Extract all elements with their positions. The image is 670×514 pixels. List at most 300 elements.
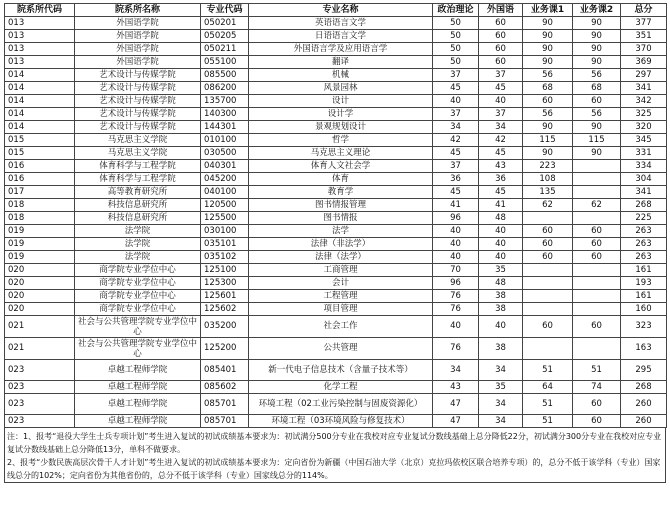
- cell-dept-name: 法学院: [75, 225, 201, 238]
- table-row: [5, 69, 667, 82]
- cell-major-name: 设计: [249, 95, 433, 108]
- cell-dept-name: 艺术设计与传媒学院: [75, 95, 201, 108]
- cell-politics: 45: [433, 186, 479, 199]
- cell-dept-code: 019: [5, 225, 75, 238]
- cell-major-name: 翻译: [249, 56, 433, 69]
- cell-foreign-language: 60: [479, 56, 523, 69]
- cell-subject-2: 60: [573, 415, 621, 428]
- cell-foreign-language: 40: [479, 316, 523, 338]
- cell-major-code: 085602: [201, 381, 249, 394]
- cell-major-name: 图书情报: [249, 212, 433, 225]
- cell-major-name: 教育学: [249, 186, 433, 199]
- cell-dept-code: 016: [5, 160, 75, 173]
- cell-subject-2: 90: [573, 147, 621, 160]
- table-row: [5, 17, 667, 30]
- cell-dept-code: 021: [5, 338, 75, 360]
- cell-major-code: 040301: [201, 160, 249, 173]
- cell-subject-1: [523, 338, 573, 360]
- cell-major-code: 050205: [201, 30, 249, 43]
- cell-foreign-language: 36: [479, 173, 523, 186]
- cell-politics: 50: [433, 56, 479, 69]
- cell-major-code: 035101: [201, 238, 249, 251]
- cell-dept-code: 014: [5, 95, 75, 108]
- cell-total: 295: [621, 360, 667, 381]
- table-row: [5, 251, 667, 264]
- cell-dept-code: 016: [5, 173, 75, 186]
- cell-subject-2: 90: [573, 56, 621, 69]
- cell-total: 268: [621, 199, 667, 212]
- cell-subject-1: 60: [523, 238, 573, 251]
- score-table: [4, 3, 667, 428]
- cell-subject-1: 90: [523, 43, 573, 56]
- cell-dept-name: 法学院: [75, 251, 201, 264]
- cell-major-name: 社会工作: [249, 316, 433, 338]
- cell-total: 263: [621, 238, 667, 251]
- cell-major-code: 040100: [201, 186, 249, 199]
- cell-major-name: 法律（非法学）: [249, 238, 433, 251]
- cell-dept-name: 卓越工程师学院: [75, 381, 201, 394]
- cell-subject-2: 74: [573, 381, 621, 394]
- cell-subject-1: [523, 212, 573, 225]
- cell-total: 263: [621, 225, 667, 238]
- cell-subject-1: 60: [523, 251, 573, 264]
- cell-subject-1: 60: [523, 95, 573, 108]
- table-body: [5, 17, 667, 428]
- cell-major-name: 图书情报管理: [249, 199, 433, 212]
- cell-subject-2: [573, 186, 621, 199]
- cell-total: 325: [621, 108, 667, 121]
- cell-major-name: 日语语言文学: [249, 30, 433, 43]
- cell-dept-code: 013: [5, 30, 75, 43]
- cell-major-name: 会计: [249, 277, 433, 290]
- cell-subject-1: [523, 264, 573, 277]
- cell-politics: 40: [433, 316, 479, 338]
- cell-major-name: 公共管理: [249, 338, 433, 360]
- cell-total: 297: [621, 69, 667, 82]
- cell-major-name: 法律（法学）: [249, 251, 433, 264]
- header-row: [5, 4, 667, 17]
- cell-subject-1: 90: [523, 121, 573, 134]
- cell-dept-name: 外国语学院: [75, 30, 201, 43]
- cell-foreign-language: 35: [479, 264, 523, 277]
- cell-dept-code: 018: [5, 212, 75, 225]
- cell-dept-code: 021: [5, 316, 75, 338]
- cell-dept-name: 外国语学院: [75, 56, 201, 69]
- cell-dept-name: 体育科学与工程学院: [75, 160, 201, 173]
- cell-subject-2: 60: [573, 251, 621, 264]
- cell-politics: 36: [433, 173, 479, 186]
- cell-major-code: 135700: [201, 95, 249, 108]
- cell-subject-2: [573, 160, 621, 173]
- cell-foreign-language: 60: [479, 17, 523, 30]
- cell-total: 163: [621, 338, 667, 360]
- cell-dept-code: 020: [5, 290, 75, 303]
- cell-subject-1: [523, 290, 573, 303]
- cell-dept-name: 马克思主义学院: [75, 147, 201, 160]
- header-total: 总分: [621, 4, 667, 17]
- cell-major-code: 030500: [201, 147, 249, 160]
- cell-subject-1: 51: [523, 415, 573, 428]
- cell-subject-2: 60: [573, 394, 621, 415]
- cell-foreign-language: 34: [479, 415, 523, 428]
- cell-dept-code: 017: [5, 186, 75, 199]
- cell-subject-2: [573, 338, 621, 360]
- cell-major-name: 环境工程（02工业污染控制与固废资源化）: [249, 394, 433, 415]
- cell-major-code: 125602: [201, 303, 249, 316]
- cell-politics: 40: [433, 95, 479, 108]
- cell-total: 345: [621, 134, 667, 147]
- cell-politics: 34: [433, 360, 479, 381]
- cell-dept-name: 社会与公共管理学院专业学位中心: [75, 338, 201, 360]
- cell-total: 161: [621, 264, 667, 277]
- cell-foreign-language: 34: [479, 121, 523, 134]
- table-row: [5, 147, 667, 160]
- table-row: [5, 134, 667, 147]
- cell-major-name: 英语语言文学: [249, 17, 433, 30]
- cell-total: 369: [621, 56, 667, 69]
- cell-dept-name: 艺术设计与传媒学院: [75, 69, 201, 82]
- cell-dept-code: 014: [5, 82, 75, 95]
- table-row: [5, 225, 667, 238]
- table-row: [5, 212, 667, 225]
- cell-subject-2: 90: [573, 121, 621, 134]
- cell-subject-1: 90: [523, 17, 573, 30]
- table-row: [5, 186, 667, 199]
- table-row: [5, 316, 667, 338]
- cell-total: 370: [621, 43, 667, 56]
- table-row: [5, 121, 667, 134]
- cell-subject-2: 56: [573, 69, 621, 82]
- cell-major-code: 086200: [201, 82, 249, 95]
- cell-politics: 37: [433, 69, 479, 82]
- cell-foreign-language: 45: [479, 147, 523, 160]
- table-row: [5, 360, 667, 381]
- cell-foreign-language: 38: [479, 338, 523, 360]
- cell-subject-2: 90: [573, 17, 621, 30]
- notes: [4, 428, 666, 483]
- cell-total: 320: [621, 121, 667, 134]
- cell-foreign-language: 38: [479, 290, 523, 303]
- cell-dept-name: 商学院专业学位中心: [75, 264, 201, 277]
- cell-dept-code: 013: [5, 17, 75, 30]
- cell-politics: 37: [433, 160, 479, 173]
- table-row: [5, 173, 667, 186]
- cell-subject-2: 56: [573, 108, 621, 121]
- cell-total: 260: [621, 415, 667, 428]
- note-2: 2、报考“少数民族高层次骨干人才计划”考生进入复试的初试成绩基本要求为：定向省份为新疆（中国石油大学（北京）克拉玛依校区联合培养专项）的，总分不低于该学科（专业）国家线总分的102%；定向省份为其他省份的，总分不低于该学科（专业）国家线总分的114%。: [7, 458, 661, 480]
- cell-subject-2: 90: [573, 30, 621, 43]
- cell-dept-name: 高等教育研究所: [75, 186, 201, 199]
- cell-major-code: 050201: [201, 17, 249, 30]
- cell-dept-name: 艺术设计与传媒学院: [75, 108, 201, 121]
- cell-major-name: 工商管理: [249, 264, 433, 277]
- cell-major-name: 体育: [249, 173, 433, 186]
- cell-politics: 47: [433, 415, 479, 428]
- cell-subject-1: 90: [523, 30, 573, 43]
- table-row: [5, 415, 667, 428]
- table-row: [5, 338, 667, 360]
- cell-major-code: 085401: [201, 360, 249, 381]
- cell-foreign-language: 34: [479, 360, 523, 381]
- table-row: [5, 56, 667, 69]
- cell-total: 160: [621, 303, 667, 316]
- header-dept-name: 院系所名称: [75, 4, 201, 17]
- header-subject-2: 业务课2: [573, 4, 621, 17]
- cell-subject-1: 90: [523, 147, 573, 160]
- cell-major-code: 125100: [201, 264, 249, 277]
- cell-foreign-language: 60: [479, 30, 523, 43]
- cell-politics: 76: [433, 303, 479, 316]
- cell-dept-code: 015: [5, 147, 75, 160]
- cell-politics: 43: [433, 381, 479, 394]
- cell-politics: 47: [433, 394, 479, 415]
- cell-dept-name: 外国语学院: [75, 17, 201, 30]
- cell-dept-name: 商学院专业学位中心: [75, 277, 201, 290]
- table-row: [5, 82, 667, 95]
- cell-subject-1: 60: [523, 316, 573, 338]
- table-row: [5, 30, 667, 43]
- cell-foreign-language: 42: [479, 134, 523, 147]
- cell-subject-1: 135: [523, 186, 573, 199]
- cell-major-code: 120500: [201, 199, 249, 212]
- cell-dept-name: 卓越工程师学院: [75, 394, 201, 415]
- cell-foreign-language: 48: [479, 277, 523, 290]
- header-major-code: 专业代码: [201, 4, 249, 17]
- table-row: [5, 290, 667, 303]
- cell-subject-1: 60: [523, 225, 573, 238]
- cell-major-code: 125200: [201, 338, 249, 360]
- cell-dept-name: 法学院: [75, 238, 201, 251]
- cell-total: 225: [621, 212, 667, 225]
- cell-subject-2: 68: [573, 82, 621, 95]
- header-foreign-language: 外国语: [479, 4, 523, 17]
- cell-subject-2: [573, 290, 621, 303]
- cell-foreign-language: 37: [479, 69, 523, 82]
- cell-subject-1: 51: [523, 360, 573, 381]
- cell-politics: 50: [433, 17, 479, 30]
- cell-major-name: 风景园林: [249, 82, 433, 95]
- cell-total: 334: [621, 160, 667, 173]
- cell-total: 161: [621, 290, 667, 303]
- cell-subject-2: [573, 212, 621, 225]
- cell-politics: 45: [433, 82, 479, 95]
- cell-total: 377: [621, 17, 667, 30]
- cell-major-name: 马克思主义理论: [249, 147, 433, 160]
- cell-foreign-language: 38: [479, 303, 523, 316]
- cell-major-name: 新一代电子信息技术（含量子技术等）: [249, 360, 433, 381]
- cell-politics: 41: [433, 199, 479, 212]
- cell-major-code: 045200: [201, 173, 249, 186]
- table-row: [5, 394, 667, 415]
- cell-foreign-language: 48: [479, 212, 523, 225]
- cell-total: 342: [621, 95, 667, 108]
- cell-major-name: 项目管理: [249, 303, 433, 316]
- cell-total: 263: [621, 251, 667, 264]
- cell-politics: 40: [433, 251, 479, 264]
- cell-subject-2: [573, 303, 621, 316]
- cell-politics: 50: [433, 30, 479, 43]
- table-row: [5, 381, 667, 394]
- cell-subject-2: 60: [573, 238, 621, 251]
- cell-dept-code: 014: [5, 108, 75, 121]
- cell-major-name: 哲学: [249, 134, 433, 147]
- cell-major-code: 125601: [201, 290, 249, 303]
- cell-dept-name: 卓越工程师学院: [75, 360, 201, 381]
- cell-politics: 50: [433, 43, 479, 56]
- cell-dept-code: 014: [5, 121, 75, 134]
- cell-foreign-language: 43: [479, 160, 523, 173]
- table-row: [5, 277, 667, 290]
- cell-subject-2: [573, 173, 621, 186]
- cell-foreign-language: 60: [479, 43, 523, 56]
- cell-subject-1: 108: [523, 173, 573, 186]
- cell-subject-2: 51: [573, 360, 621, 381]
- cell-dept-code: 014: [5, 69, 75, 82]
- cell-dept-name: 科技信息研究所: [75, 212, 201, 225]
- cell-major-code: 085500: [201, 69, 249, 82]
- cell-foreign-language: 40: [479, 251, 523, 264]
- cell-major-code: 085701: [201, 394, 249, 415]
- cell-major-name: 工程管理: [249, 290, 433, 303]
- cell-foreign-language: 40: [479, 238, 523, 251]
- cell-subject-2: [573, 264, 621, 277]
- cell-dept-code: 019: [5, 238, 75, 251]
- cell-subject-2: 60: [573, 95, 621, 108]
- cell-dept-name: 外国语学院: [75, 43, 201, 56]
- cell-subject-1: 223: [523, 160, 573, 173]
- cell-major-code: 055100: [201, 56, 249, 69]
- cell-dept-code: 020: [5, 264, 75, 277]
- cell-total: 351: [621, 30, 667, 43]
- cell-politics: 42: [433, 134, 479, 147]
- table-row: [5, 199, 667, 212]
- cell-dept-name: 社会与公共管理学院专业学位中心: [75, 316, 201, 338]
- header-major-name: 专业名称: [249, 4, 433, 17]
- cell-major-name: 设计学: [249, 108, 433, 121]
- cell-dept-code: 019: [5, 251, 75, 264]
- cell-foreign-language: 35: [479, 381, 523, 394]
- cell-major-name: 外国语言学及应用语言学: [249, 43, 433, 56]
- cell-subject-1: 68: [523, 82, 573, 95]
- cell-foreign-language: 45: [479, 186, 523, 199]
- cell-dept-name: 商学院专业学位中心: [75, 290, 201, 303]
- cell-major-code: 144301: [201, 121, 249, 134]
- cell-dept-code: 020: [5, 303, 75, 316]
- cell-politics: 70: [433, 264, 479, 277]
- cell-dept-code: 023: [5, 360, 75, 381]
- header-politics: 政治理论: [433, 4, 479, 17]
- cell-major-name: 体育人文社会学: [249, 160, 433, 173]
- cell-dept-code: 023: [5, 394, 75, 415]
- cell-major-code: 035200: [201, 316, 249, 338]
- table-row: [5, 264, 667, 277]
- cell-politics: 96: [433, 277, 479, 290]
- cell-dept-name: 科技信息研究所: [75, 199, 201, 212]
- cell-total: 341: [621, 82, 667, 95]
- cell-dept-code: 020: [5, 277, 75, 290]
- cell-subject-2: 62: [573, 199, 621, 212]
- cell-foreign-language: 34: [479, 394, 523, 415]
- cell-total: 341: [621, 186, 667, 199]
- cell-foreign-language: 41: [479, 199, 523, 212]
- cell-subject-1: [523, 277, 573, 290]
- cell-total: 323: [621, 316, 667, 338]
- cell-dept-code: 013: [5, 43, 75, 56]
- cell-major-code: 035102: [201, 251, 249, 264]
- note-1: 注：1、报考“退役大学生士兵专项计划”考生进入复试的初试成绩基本要求为：初试满分500分专业在我校对应专业复试分数线基础上总分降低22分，初试满分300分专业在我校对应专业复试分数线基础上总分降低13分，单科不做要求。: [7, 432, 662, 454]
- cell-major-name: 景观规划设计: [249, 121, 433, 134]
- cell-dept-name: 商学院专业学位中心: [75, 303, 201, 316]
- score-sheet: [4, 3, 666, 483]
- cell-subject-2: 90: [573, 43, 621, 56]
- table-row: [5, 160, 667, 173]
- cell-total: 193: [621, 277, 667, 290]
- cell-dept-name: 马克思主义学院: [75, 134, 201, 147]
- cell-total: 304: [621, 173, 667, 186]
- cell-foreign-language: 40: [479, 95, 523, 108]
- cell-major-code: 050211: [201, 43, 249, 56]
- cell-subject-1: 64: [523, 381, 573, 394]
- cell-dept-name: 艺术设计与传媒学院: [75, 82, 201, 95]
- table-row: [5, 108, 667, 121]
- cell-dept-name: 卓越工程师学院: [75, 415, 201, 428]
- cell-subject-1: 62: [523, 199, 573, 212]
- cell-dept-name: 体育科学与工程学院: [75, 173, 201, 186]
- cell-major-code: 125300: [201, 277, 249, 290]
- header-subject-1: 业务课1: [523, 4, 573, 17]
- cell-subject-1: 51: [523, 394, 573, 415]
- cell-subject-1: 56: [523, 69, 573, 82]
- cell-major-code: 085701: [201, 415, 249, 428]
- cell-major-name: 环境工程（03环境风险与修复技术）: [249, 415, 433, 428]
- cell-subject-2: 115: [573, 134, 621, 147]
- cell-subject-1: [523, 303, 573, 316]
- cell-politics: 34: [433, 121, 479, 134]
- table-row: [5, 95, 667, 108]
- cell-subject-1: 115: [523, 134, 573, 147]
- cell-politics: 37: [433, 108, 479, 121]
- cell-total: 260: [621, 394, 667, 415]
- table-row: [5, 43, 667, 56]
- cell-politics: 40: [433, 225, 479, 238]
- cell-major-code: 140300: [201, 108, 249, 121]
- cell-politics: 76: [433, 338, 479, 360]
- cell-major-name: 法学: [249, 225, 433, 238]
- header-dept-code: 院系所代码: [5, 4, 75, 17]
- cell-politics: 96: [433, 212, 479, 225]
- cell-dept-name: 艺术设计与传媒学院: [75, 121, 201, 134]
- cell-subject-1: 56: [523, 108, 573, 121]
- table-row: [5, 303, 667, 316]
- cell-major-name: 化学工程: [249, 381, 433, 394]
- cell-subject-2: [573, 277, 621, 290]
- cell-total: 268: [621, 381, 667, 394]
- cell-subject-2: 60: [573, 316, 621, 338]
- cell-dept-code: 023: [5, 381, 75, 394]
- cell-politics: 76: [433, 290, 479, 303]
- cell-politics: 45: [433, 147, 479, 160]
- cell-major-code: 125500: [201, 212, 249, 225]
- cell-foreign-language: 40: [479, 225, 523, 238]
- table-row: [5, 238, 667, 251]
- cell-foreign-language: 45: [479, 82, 523, 95]
- cell-major-code: 030100: [201, 225, 249, 238]
- cell-dept-code: 015: [5, 134, 75, 147]
- cell-dept-code: 023: [5, 415, 75, 428]
- cell-dept-code: 013: [5, 56, 75, 69]
- cell-subject-1: 90: [523, 56, 573, 69]
- cell-dept-code: 018: [5, 199, 75, 212]
